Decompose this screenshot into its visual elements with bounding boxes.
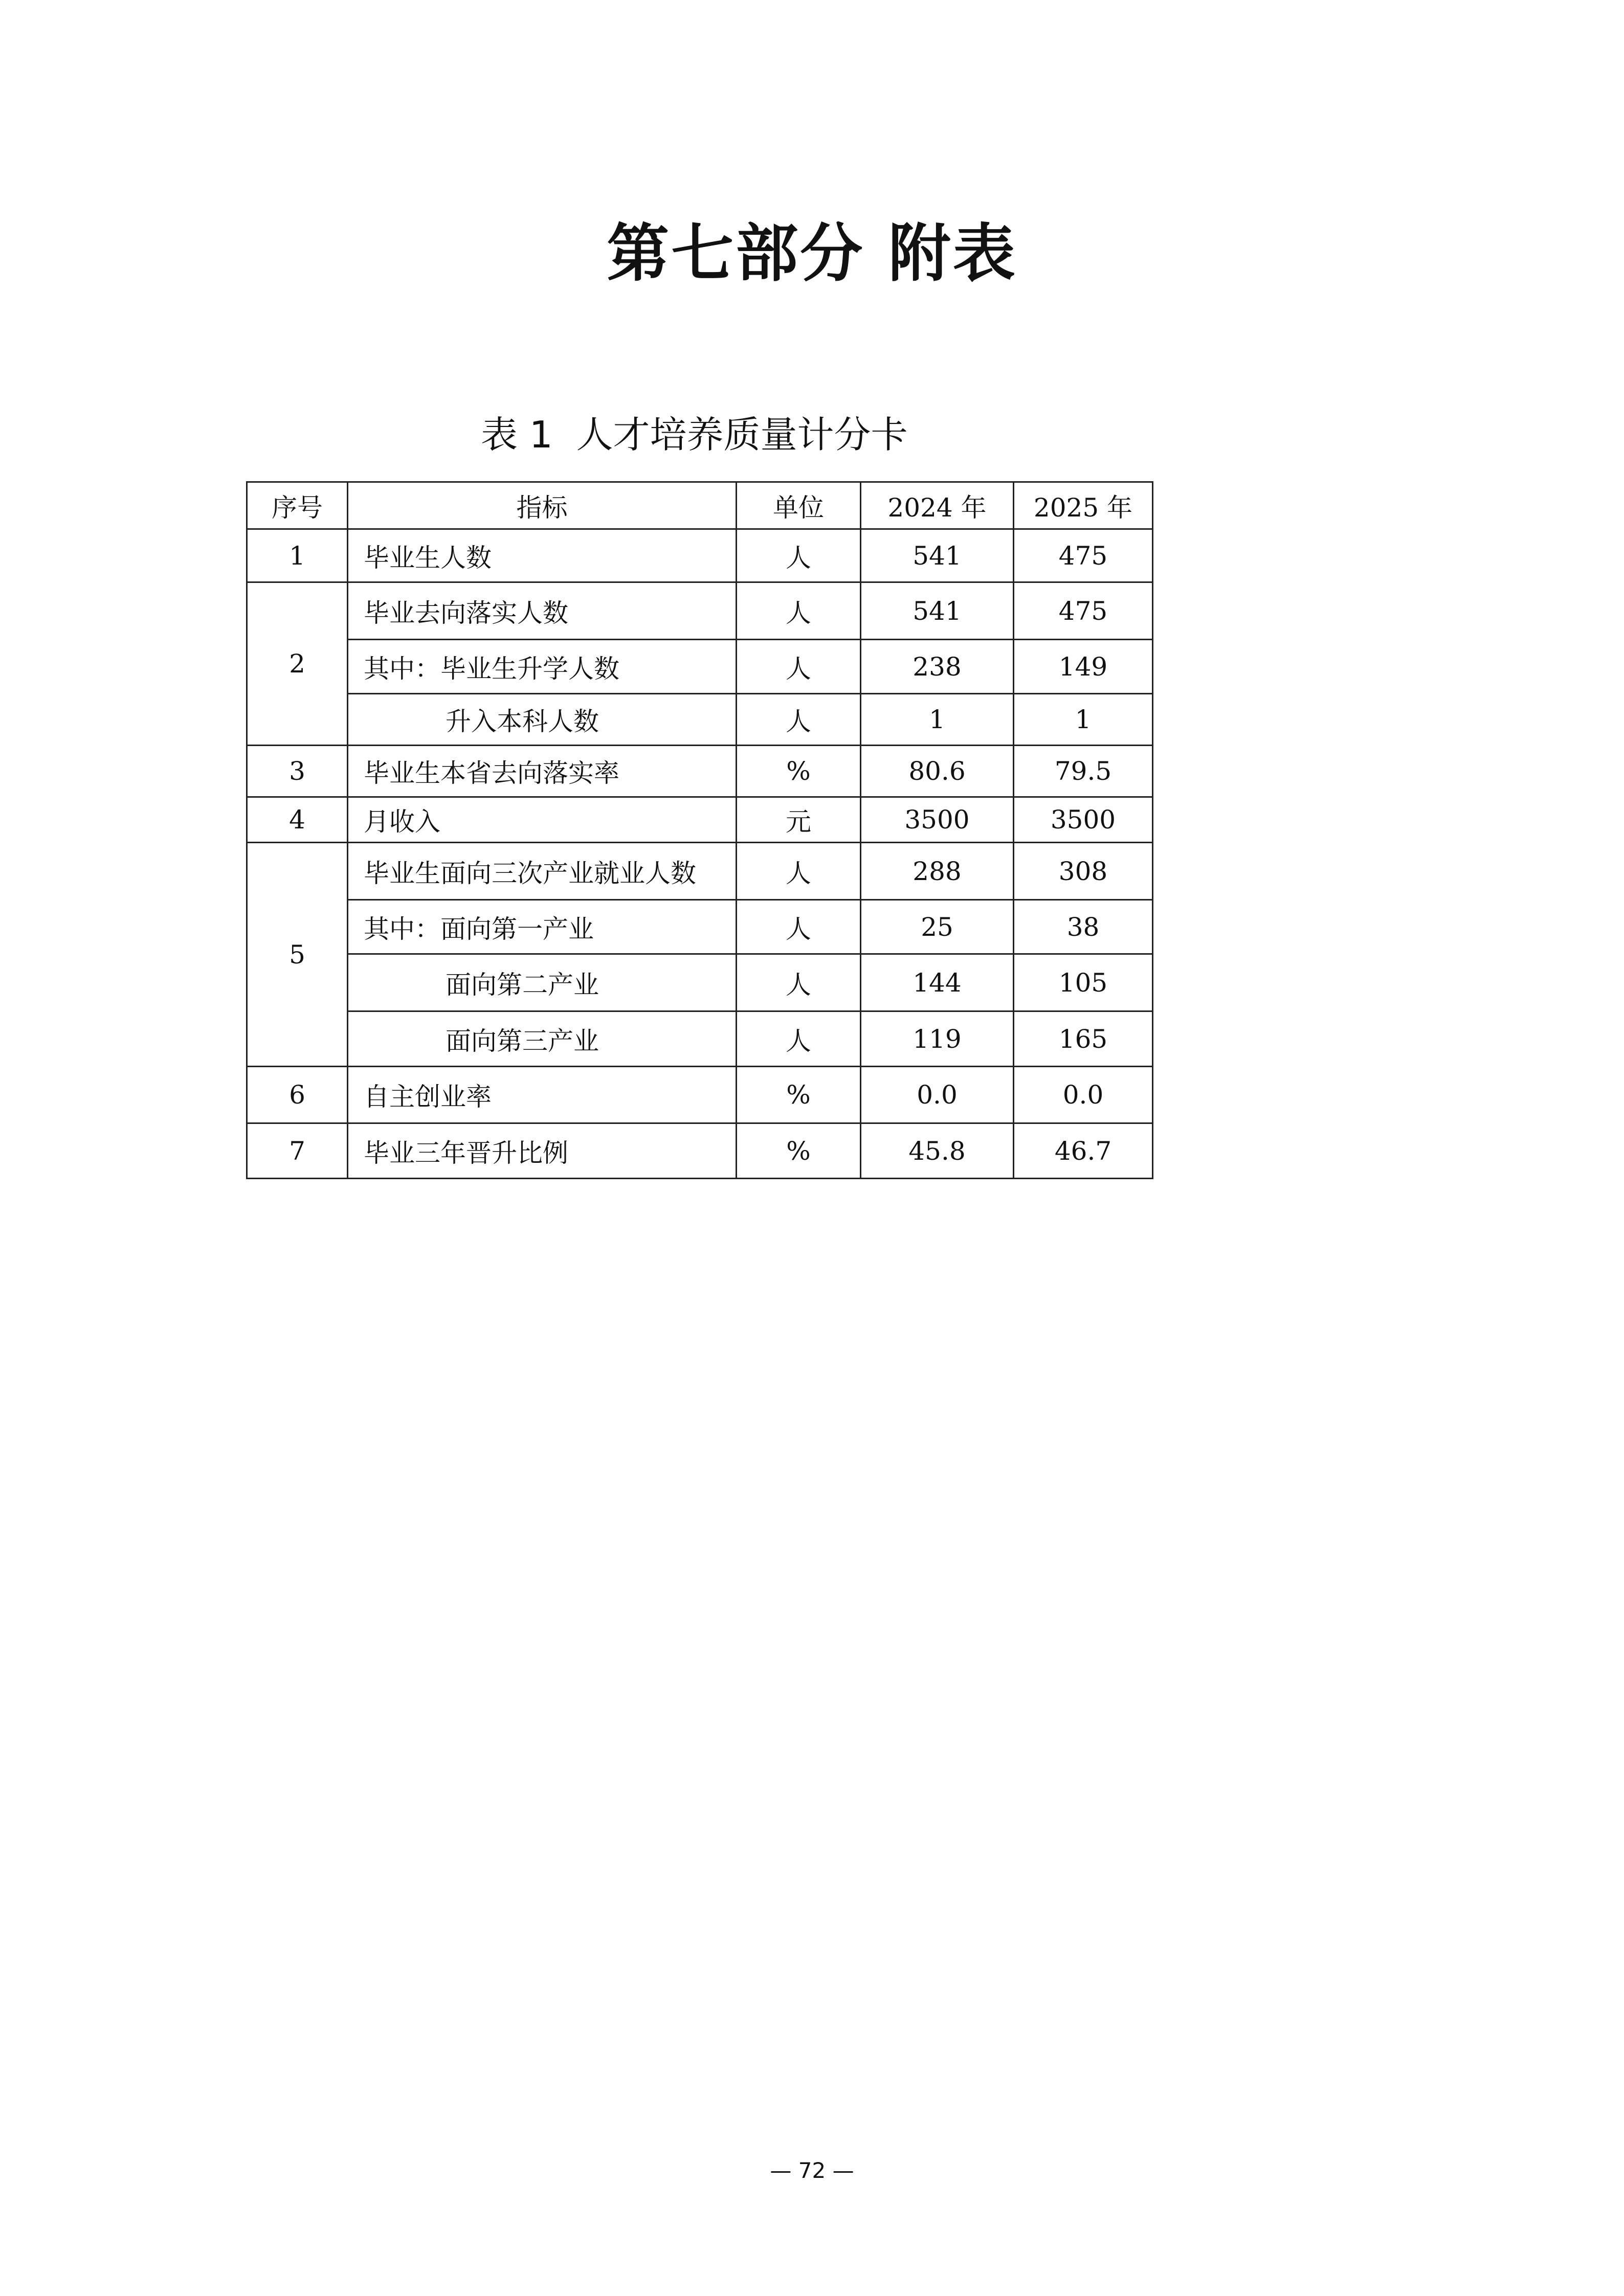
row-unit: % xyxy=(737,746,861,797)
table-row xyxy=(247,746,1153,797)
talent-quality-scorecard-table xyxy=(246,481,1153,1179)
row-value-2025: 1 xyxy=(1014,694,1153,746)
row-value-2025: 475 xyxy=(1014,582,1153,640)
row-indicator: 其中：毕业生升学人数 xyxy=(348,640,737,694)
row-value-2024: 0.0 xyxy=(861,1067,1014,1123)
table-row xyxy=(247,1123,1153,1179)
row-value-2025: 3500 xyxy=(1014,797,1153,843)
table-row xyxy=(247,1067,1153,1123)
page-title: 第七部分 附表 xyxy=(607,216,1017,290)
row-indicator: 月收入 xyxy=(348,797,737,843)
row-no: 2 xyxy=(247,582,348,746)
row-indicator: 自主创业率 xyxy=(348,1067,737,1123)
table-row xyxy=(247,1011,1153,1067)
row-indicator: 毕业生本省去向落实率 xyxy=(348,746,737,797)
header-unit: 单位 xyxy=(737,482,861,529)
table-row xyxy=(247,797,1153,843)
row-value-2025: 149 xyxy=(1014,640,1153,694)
row-value-2024: 45.8 xyxy=(861,1123,1014,1179)
table-row xyxy=(247,582,1153,640)
row-no: 7 xyxy=(247,1123,348,1179)
row-no: 6 xyxy=(247,1067,348,1123)
row-value-2025: 475 xyxy=(1014,529,1153,582)
row-value-2024: 541 xyxy=(861,582,1014,640)
row-value-2025: 105 xyxy=(1014,954,1153,1011)
row-value-2024: 288 xyxy=(861,843,1014,900)
row-value-2025: 165 xyxy=(1014,1011,1153,1067)
row-value-2024: 119 xyxy=(861,1011,1014,1067)
row-value-2024: 541 xyxy=(861,529,1014,582)
row-unit: % xyxy=(737,1067,861,1123)
row-indicator: 面向第三产业 xyxy=(348,1011,737,1067)
row-value-2024: 3500 xyxy=(861,797,1014,843)
row-indicator: 毕业生面向三次产业就业人数 xyxy=(348,843,737,900)
row-indicator: 毕业三年晋升比例 xyxy=(348,1123,737,1179)
row-indicator: 毕业去向落实人数 xyxy=(348,582,737,640)
header-2025: 2025 年 xyxy=(1014,482,1153,529)
row-unit: 元 xyxy=(737,797,861,843)
row-unit: 人 xyxy=(737,640,861,694)
table-row xyxy=(247,640,1153,694)
row-value-2025: 308 xyxy=(1014,843,1153,900)
row-indicator: 其中：面向第一产业 xyxy=(348,900,737,954)
header-no: 序号 xyxy=(247,482,348,529)
row-unit: 人 xyxy=(737,900,861,954)
row-value-2024: 1 xyxy=(861,694,1014,746)
row-value-2025: 79.5 xyxy=(1014,746,1153,797)
row-value-2024: 25 xyxy=(861,900,1014,954)
header-2024: 2024 年 xyxy=(861,482,1014,529)
row-indicator: 升入本科人数 xyxy=(348,694,737,746)
row-unit: % xyxy=(737,1123,861,1179)
row-unit: 人 xyxy=(737,529,861,582)
table-row xyxy=(247,694,1153,746)
row-value-2025: 38 xyxy=(1014,900,1153,954)
row-value-2025: 0.0 xyxy=(1014,1067,1153,1123)
row-value-2025: 46.7 xyxy=(1014,1123,1153,1179)
table-row xyxy=(247,529,1153,582)
row-indicator: 毕业生人数 xyxy=(348,529,737,582)
header-indicator: 指标 xyxy=(348,482,737,529)
row-unit: 人 xyxy=(737,954,861,1011)
row-unit: 人 xyxy=(737,582,861,640)
row-unit: 人 xyxy=(737,843,861,900)
table-row xyxy=(247,900,1153,954)
row-value-2024: 238 xyxy=(861,640,1014,694)
table-caption: 表 1 人才培养质量计分卡 xyxy=(481,413,908,456)
table-header-row xyxy=(247,482,1153,529)
row-value-2024: 80.6 xyxy=(861,746,1014,797)
page-number: — 72 — xyxy=(770,2158,854,2183)
row-no: 1 xyxy=(247,529,348,582)
row-no: 5 xyxy=(247,843,348,1067)
row-value-2024: 144 xyxy=(861,954,1014,1011)
row-indicator: 面向第二产业 xyxy=(348,954,737,1011)
table-row xyxy=(247,954,1153,1011)
row-unit: 人 xyxy=(737,1011,861,1067)
row-no: 4 xyxy=(247,797,348,843)
row-no: 3 xyxy=(247,746,348,797)
table-row xyxy=(247,843,1153,900)
row-unit: 人 xyxy=(737,694,861,746)
